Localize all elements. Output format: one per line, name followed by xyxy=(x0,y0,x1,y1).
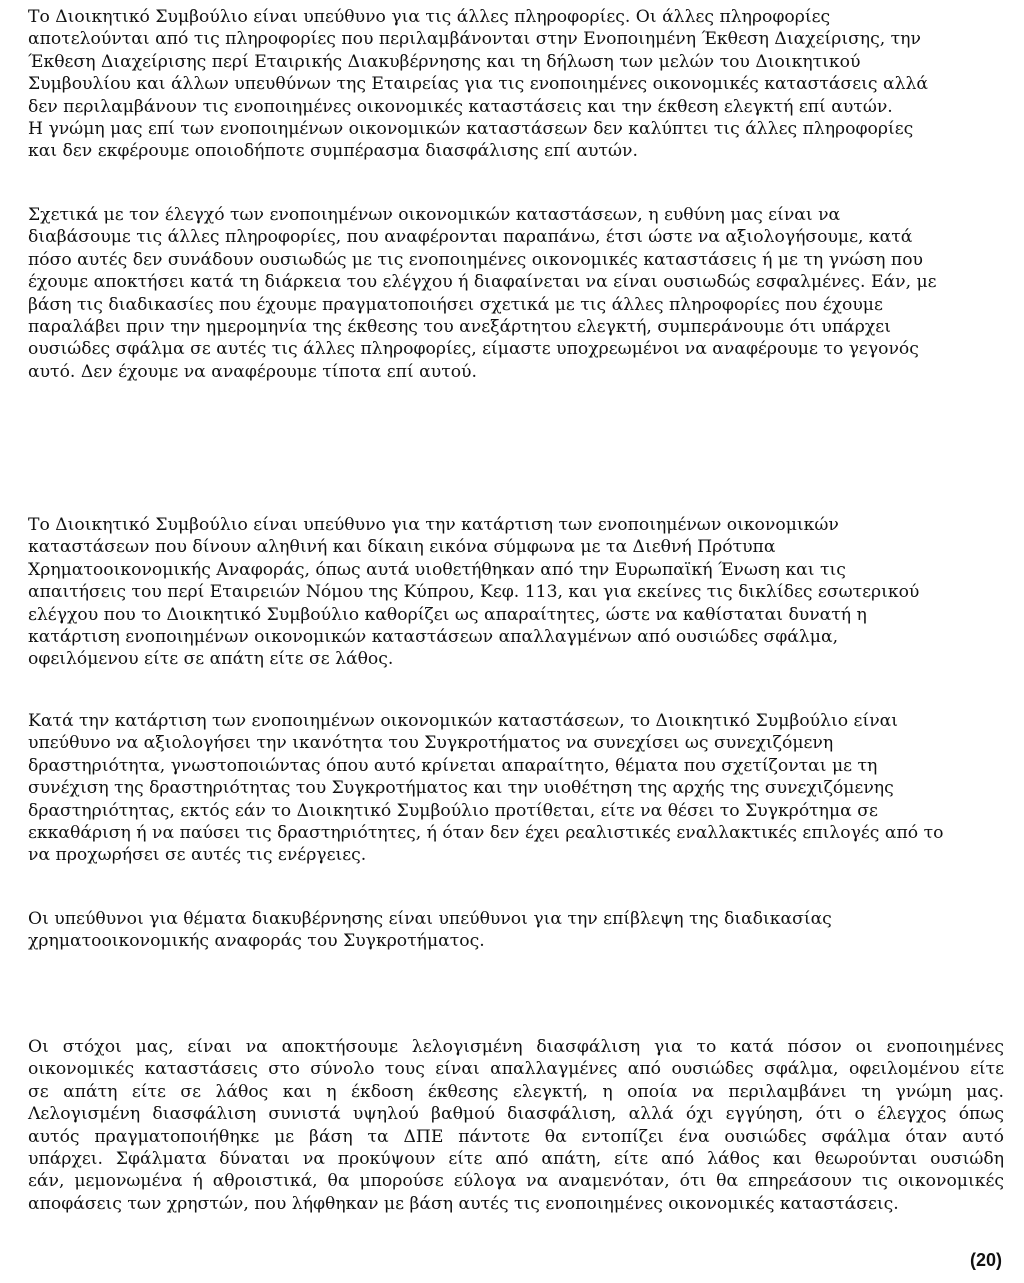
text-line: και δεν εκφέρουμε οποιοδήποτε συμπέρασμα διασφάλισης επί αυτών. xyxy=(28,141,638,162)
paragraph-board-responsibility xyxy=(28,514,1004,671)
text-line: απαιτήσεις του περί Εταιρειών Νόμου της Κύπρου, Κεφ. 113, και για εκείνες τις δικλίδες εσωτερικού xyxy=(28,582,920,603)
text-line: οικονομικές καταστάσεις στο σύνολο τους είναι απαλλαγμένες από ουσιώδες σφάλμα, οφειλομένου είτε xyxy=(28,1059,1004,1080)
text-line: εάν, μεμονωμένα ή αθροιστικά, θα μπορούσε εύλογα να αναμενόταν, ότι θα επηρεάσουν τις οικονομικές xyxy=(28,1171,1004,1192)
text-line: αποφάσεις των χρηστών, που λήφθηκαν με βάση αυτές τις ενοποιημένες οικονομικές καταστάσεις. xyxy=(28,1193,899,1214)
paragraph-governance xyxy=(28,908,1004,953)
text-line: να προχωρήσει σε αυτές τις ενέργειες. xyxy=(28,845,367,866)
text-line: Κατά την κατάρτιση των ενοποιημένων οικονομικών καταστάσεων, το Διοικητικό Συμβούλιο είναι xyxy=(28,711,898,731)
text-line: διαβάσουμε τις άλλες πληροφορίες, που αναφέρονται παραπάνω, έτσι ώστε να αξιολογήσουμε, κατά xyxy=(28,227,913,248)
text-line: δεν περιλαμβάνουν τις ενοποιημένες οικονομικές καταστάσεις και την έκθεση ελεγκτή επί αυτών. xyxy=(28,96,893,117)
text-line: Συμβουλίου και άλλων υπευθύνων της Εταιρείας για τις ενοποιημένες οικονομικές καταστάσεις αλλά xyxy=(28,74,928,95)
text-line: Χρηματοοικονομικής Αναφοράς, όπως αυτά υιοθετήθηκαν από την Ευρωπαϊκή Ένωση και τις xyxy=(28,559,846,580)
text-line: πόσο αυτές δεν συνάδουν ουσιωδώς με τις ενοποιημένες οικονομικές καταστάσεις ή με τη γνώση που xyxy=(28,249,923,270)
text-line: καταστάσεων που δίνουν αληθινή και δίκαιη εικόνα σύμφωνα με τα Διεθνή Πρότυπα xyxy=(28,537,776,558)
text-line: Λελογισμένη διασφάλιση συνιστά υψηλού βαθμού διασφάλιση, αλλά όχι εγγύηση, ότι ο έλεγχος όπως xyxy=(28,1104,1004,1125)
text-line: υπάρχει. Σφάλματα δύναται να προκύψουν είτε από απάτη, είτε από λάθος και θεωρούνται ουσιώδη xyxy=(28,1149,1004,1170)
text-line: Η γνώμη μας επί των ενοποιημένων οικονομικών καταστάσεων δεν καλύπτει τις άλλες πληροφορίες xyxy=(28,119,914,140)
text-line: οφειλόμενου είτε σε απάτη είτε σε λάθος. xyxy=(28,649,394,670)
text-line: Το Διοικητικό Συμβούλιο είναι υπεύθυνο για την κατάρτιση των ενοποιημένων οικονομικών xyxy=(28,515,839,535)
text-line: συνέχιση της δραστηριότητας του Συγκροτήματος και την υιοθέτηση της αρχής της συνεχιζόμενης xyxy=(28,778,894,799)
text-line: αυτό. Δεν έχουμε να αναφέρουμε τίποτα επί αυτού. xyxy=(28,361,477,382)
text-line: υπεύθυνο να αξιολογήσει την ικανότητα του Συγκροτήματος να συνεχίσει ως συνεχιζόμενη xyxy=(28,733,834,754)
text-line: χρηματοοικονομικής αναφοράς του Συγκροτήματος. xyxy=(28,931,485,952)
text-line: βάση τις διαδικασίες που έχουμε πραγματοποιήσει σχετικά με τις άλλες πληροφορίες που έχουμε xyxy=(28,294,883,315)
text-line: παραλάβει πριν την ημερομηνία της έκθεσης του ανεξάρτητου ελεγκτή, συμπεράνουμε ότι υπάρχει xyxy=(28,317,891,338)
text-line: εκκαθάριση ή να παύσει τις δραστηριότητες, ή όταν δεν έχει ρεαλιστικές εναλλακτικές επιλογές από το xyxy=(28,823,944,844)
text-line: ελέγχου που το Διοικητικό Συμβούλιο καθορίζει ως απαραίτητες, ώστε να καθίσταται δυνατή η xyxy=(28,604,867,625)
text-line: κατάρτιση ενοποιημένων οικονομικών καταστάσεων απαλλαγμένων από ουσιώδες σφάλμα, xyxy=(28,627,839,648)
paragraph-audit-objectives xyxy=(28,1036,1004,1215)
text-line: Οι στόχοι μας, είναι να αποκτήσουμε λελογισμένη διασφάλιση για το κατά πόσον οι ενοποιημένες xyxy=(28,1037,1004,1057)
text-line: αυτός πραγματοποιήθηκε με βάση τα ΔΠΕ πάντοτε θα εντοπίζει ένα ουσιώδες σφάλμα όταν αυτό xyxy=(28,1126,1004,1147)
text-line: δραστηριότητας, εκτός εάν το Διοικητικό Συμβούλιο προτίθεται, είτε να θέσει το Συγκρότημα σε xyxy=(28,800,878,821)
page-number: (20) xyxy=(969,1250,1002,1270)
text-line: Το Διοικητικό Συμβούλιο είναι υπεύθυνο για τις άλλες πληροφορίες. Οι άλλες πληροφορίες xyxy=(28,7,831,27)
text-line: ουσιώδες σφάλμα σε αυτές τις άλλες πληροφορίες, είμαστε υποχρεωμένοι να αναφέρουμε το γεγονός xyxy=(28,339,919,360)
paragraph-going-concern xyxy=(28,710,1004,867)
paragraph-other-information xyxy=(28,6,1004,163)
text-line: Σχετικά με τον έλεγχό των ενοποιημένων οικονομικών καταστάσεων, η ευθύνη μας είναι να xyxy=(28,205,841,225)
text-line: έχουμε αποκτήσει κατά τη διάρκεια του ελέγχου ή διαφαίνεται να είναι ουσιωδώς εσφαλμένες. Εάν, με xyxy=(28,272,937,293)
text-line: Οι υπεύθυνοι για θέματα διακυβέρνησης είναι υπεύθυνοι για την επίβλεψη της διαδικασίας xyxy=(28,909,832,929)
text-line: σε απάτη είτε σε λάθος και η έκδοση έκθεσης ελεγκτή, η οποία να περιλαμβάνει τη γνώμη μας. xyxy=(28,1081,1004,1102)
text-line: Έκθεση Διαχείρισης περί Εταιρικής Διακυβέρνησης και τη δήλωση των μελών του Διοικητικού xyxy=(28,51,861,72)
text-line: δραστηριότητα, γνωστοποιώντας όπου αυτό κρίνεται απαραίτητο, θέματα που σχετίζονται με τη xyxy=(28,755,878,776)
paragraph-auditor-responsibility xyxy=(28,204,1004,383)
text-line: αποτελούνται από τις πληροφορίες που περιλαμβάνονται στην Ενοποιημένη Έκθεση Διαχείρισης, την xyxy=(28,29,921,50)
